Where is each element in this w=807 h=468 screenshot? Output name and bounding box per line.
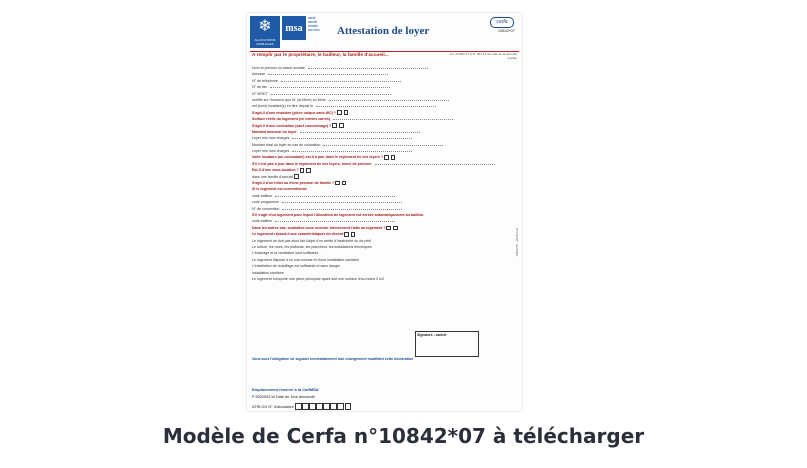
form-line-label: Votre locataire (ou colocataire) est-il à jour dans le règlement de ses loyers ? — [252, 155, 384, 160]
form-line-label: certifie sur l'honneur que M. (et Mme) ou Mme — [252, 97, 326, 102]
msa-tagline-line: services — [308, 28, 320, 32]
form-line-label: N° de téléphone — [252, 78, 278, 83]
form-line-label: code bailleur — [252, 193, 273, 198]
form-lines — [252, 65, 517, 282]
form-line-label: code bailleur — [252, 219, 273, 224]
form-line-label: N° de convention — [252, 206, 280, 211]
form-line-label: Le toiture, les murs, les plafonds, les planchers, les installations électriques — [252, 244, 372, 249]
form-line-label: dans une famille d'accueil — [252, 174, 294, 179]
form-line-label: L'éclairage et la ventilation sont suffisants — [252, 251, 319, 256]
form-line-label: Le logement répond-il aux caractéristiques du décent — [252, 232, 344, 237]
form-line-label: code programme — [252, 200, 280, 205]
form-line-label: Montant total du loyer en cas de colocation — [252, 142, 321, 147]
footer-notice-text: Vous avez l'obligation de signaler immédiatement tout changement modifiant cette déclaration — [252, 357, 414, 361]
section-heading: A remplir par le propriétaire, le bailleur, la famille d'accueil... — [252, 53, 389, 58]
form-line-label: Loyer mis hors charges — [252, 136, 290, 141]
form-line-label: Nom et prénom ou raison sociale — [252, 66, 305, 70]
atr-line-text: ATRLOG N° d'allocataire — [252, 404, 294, 409]
caf-snowflake-icon: ❄ — [258, 18, 272, 35]
form-line-label: Le logement dispose d'un coin cuisine et d'une installation sanitaire — [252, 257, 359, 262]
allocataire-boxes — [295, 403, 352, 411]
atr-line — [252, 403, 352, 411]
msa-tagline-line: famille — [308, 20, 318, 24]
reserved-label: Emplacement réservé à la Caf/MSA — [252, 387, 319, 392]
code-line — [252, 395, 315, 399]
image-caption: Modèle de Cerfa n°10842*07 à télécharger — [162, 424, 645, 448]
msa-logo: msa — [282, 16, 306, 40]
signature-box — [415, 331, 479, 357]
form-line-label: Le logement comporte une pièce principale ayant soit une surface d'au moins 9 m2 — [252, 276, 385, 281]
form-line-label: S'il s'agit d'un logement pour lequel l'allocation de logement est versée automatiquement au bailleur — [252, 212, 424, 217]
code-line-text: P 5002503 W Date de 1ère demande — [252, 395, 315, 399]
document-title: Attestation de loyer — [337, 25, 430, 37]
form-line-label: Si le logement est conventionné — [252, 187, 307, 192]
msa-tagline-line: santé — [308, 16, 316, 20]
form-line-label: N° de fax — [252, 85, 267, 90]
form-line-label: Installation sanitaire — [252, 270, 284, 275]
footer-notice — [252, 357, 517, 361]
form-line-label: S'il n'est pas à jour dans le règlement de ses loyers, merci de préciser — [252, 161, 372, 166]
form-line-label: est (sont) locataire(s) en titre depuis le — [252, 104, 314, 109]
cerfa-badge: cerfa — [490, 17, 514, 28]
msa-tagline — [308, 16, 328, 32]
form-line-label: N° SIRET — [252, 91, 268, 96]
caf-logo-text: ALLOCATIONS FAMILIALES — [254, 38, 276, 46]
form-line-label: Loyer mis hors charges — [252, 149, 290, 154]
signature-label: Signature - cachet — [417, 333, 447, 337]
msa-tagline-line: retraite — [308, 24, 318, 28]
caf-logo — [250, 16, 280, 48]
form-line-label: Dans les autres cas, souhaitez-vous recevoir directement l'aide au logement ? — [252, 225, 386, 230]
form-line-label: S'agit-il d'un hôtel ou d'une pension de famille ? — [252, 181, 335, 186]
cerfa-number: 10842*07 — [497, 28, 515, 33]
form-line-label: Surface réelle du logement (en mètres carrés) — [252, 117, 331, 122]
form-line-label: Est-il d'une sous-location ? — [252, 168, 299, 173]
form-line-label: Montant mensuel du loyer — [252, 129, 297, 134]
form-line-label: L'installation de chauffage est suffisante et sans danger — [252, 264, 341, 269]
form-line — [252, 276, 517, 282]
form-line-label: Adresse — [252, 72, 266, 77]
form-line-label: S'agit-il d'une colocation (sauf concubinage) ? — [252, 123, 332, 128]
vertical-reference: 10842*07 - 2010 Avril — [515, 228, 519, 257]
section-note: Art. 20-582-17 et R. 831-13 du code de la Sécurité sociale — [449, 52, 517, 60]
form-line-label: Le logement ne doit pas avoir fait l'objet d'un arrêté d'insalubrité ou de péril — [252, 238, 372, 243]
logos — [250, 16, 328, 48]
form-line-label: S'agit-il d'une chambre (pièce unique sans WC) ? — [252, 110, 336, 115]
cerfa-document-image — [247, 13, 522, 411]
